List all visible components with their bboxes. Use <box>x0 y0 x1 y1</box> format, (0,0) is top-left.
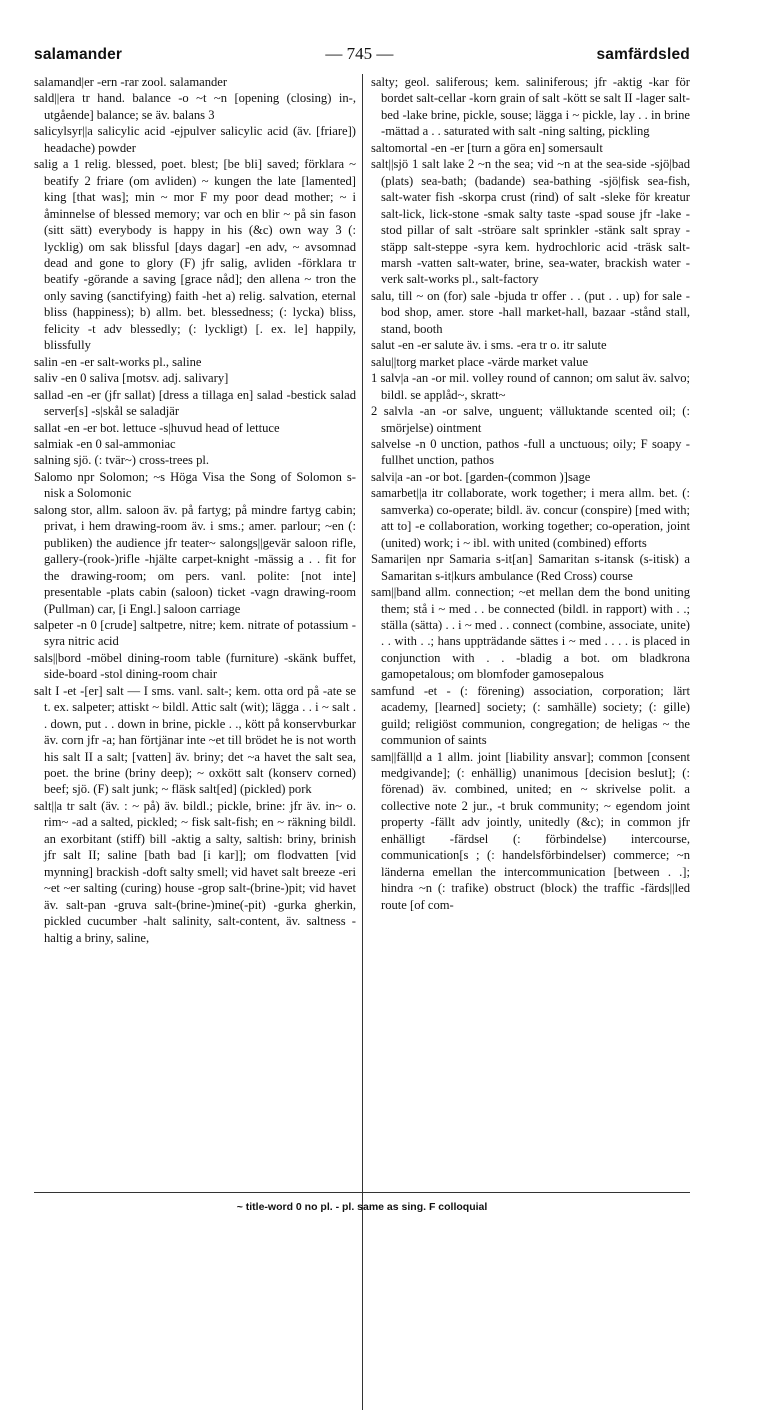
entry-salamander: salamand|er -ern -rar zool. salamander <box>34 75 228 89</box>
entry-salu: salu, till ~ on (for) sale -bjuda tr offer . . (put . . up) for sale -bod shop, amer. store -hall market-hall, bazaar -stånd stall, stand, booth <box>371 288 690 336</box>
entry-saldera: sald||era tr hand. balance -o ~t ~n [opening (closing) in-, utgående] balance; se äv. balans 3 <box>34 91 356 122</box>
entry-sallad: sallad -en -er (jfr sallat) [dress a tillaga en] salad -bestick salad server[s] -s|skål se saladjär <box>34 387 356 419</box>
entry-salsbord: sals||bord -möbel dining-room table (furniture) -skänk buffet, side-board -stol dining-room chair <box>34 650 356 682</box>
entry-salutorg: salu||torg market place -värde market value <box>371 354 589 369</box>
entry-saliv: saliv -en 0 saliva [motsv. adj. salivary] <box>34 371 229 386</box>
left-guide-word: salamander <box>34 46 123 63</box>
page-number: — 745 — <box>325 44 394 63</box>
entry-salva-1: 1 salv|a -an -or mil. volley round of cannon; om salut äv. salvo; bildl. se applåd~, skratt~ <box>371 371 690 402</box>
entry-saltsjo: salt||sjö 1 salt lake 2 ~n the sea; vid ~n at the sea-side -sjö|bad (plats) sea-bath; (badande) sea-bathing -sjö|fisk sea-fish, salt-water fish -skorpa crust (rind) of salt -sleke för kreatur salt-lick, lick-stone -smak salty taste -spad souse jfr -lake -stod pillar of salt -ströare salt sprinkler -stänk salt spray -stäpp salt-steppe -syra kem. hydrochloric acid -träsk salt-marsh -vatten salt-water, brine, sea-water, brackish water -verk salt-works pl., salt-factory <box>371 157 690 287</box>
page-header <box>34 44 690 70</box>
entry-samfund: samfund -et - (: förening) association, corporation; lärt academy, [learned] society; (: samhälle) society; (: gille) guild; religiöst communion, congregation; de heligas ~ the communion of saints <box>371 683 690 748</box>
entry-salty-continued: salty; geol. saliferous; kem. saliniferous; jfr -aktig -kar för bordet salt-cellar -korn grain of salt -kött se salt II -lager salt-bed -lake brine, pickle, souse; lägga i ~ pickle, lay . . in brine -mättad a . . saturated with salt -ning salting, pickling <box>371 75 690 139</box>
entry-salomo: Salomo npr Solomon; ~s Höga Visa the Song of Solomon s-nisk a Solomonic <box>34 469 356 501</box>
entry-salut: salut -en -er salute äv. i sms. -era tr o. itr salute <box>371 338 607 353</box>
entry-samarien: Samari|en npr Samaria s-it[an] Samaritan s-itansk (s-itisk) a Samaritan s-it|kurs ambulance (Red Cross) course <box>371 552 690 583</box>
entry-salta: salt||a tr salt (äv. : ~ på) äv. bildl.; pickle, brine: jfr äv. in~ o. rim~ -ad a salted, pickled; ~ fisk salt-fish; en ~ räkning bildl. an exorbitant (stiff) bill -aktig a salty, saltish: briny, brinish jfr salt II; saline [bath bad [i kar]]; om flodvatten [vid mynning] brackish -doft salty smell; vid havet salt breeze -eri ~et ~er salting (curing) house -grop salt-(brine-)pit; vid havet äv. salt-pan -gruva salt-(brine-)mine(-pit) -gurka gherkin, pickled cucumber -halt salinity, salt-content, äv. saltness -haltig a briny, saline, <box>34 798 356 945</box>
entry-sallat: sallat -en -er bot. lettuce -s|huvud head of lettuce <box>34 420 280 435</box>
entry-salig: salig a 1 relig. blessed, poet. blest; [be bli] saved; förklara ~ beatify 2 friare (om avliden) ~ kungen the late [lamented] king [that was]; min ~ mor F my poor dead mother; ~ i åminnelse of blessed memory; var och en blir ~ på sin fason (sitt sätt) everybody is happy in his (&c) own way 3 (: lycklig) om sak blissful [days dagar] -en adv, ~ avsomnad dead and gone to glory (F) jfr salig, avliden -förklara tr beatify -görande a saving [grace nåd]; den allena ~ tron the only saving (sanctifying) faith -het a) relig. salvation, eternal bliss (happiness); b) allm. bet. blessedness; (: lycka) bliss, felicity -t adv blessedly; (: lyckligt) [. ex. le] happily, blissfully <box>34 157 356 353</box>
entry-samarbeta: samarbet||a itr collaborate, work together; i mera allm. bet. (: samverka) co-operate; bildl. äv. concur (conspire) [med with; att to] -e collaboration, working together; co-operation, joint (united) work; i ~ ibl. with united (combined) efforts <box>371 486 690 550</box>
entry-salt: salt I -et -[er] salt — I sms. vanl. salt-; kem. otta ord på -ate se t. ex. salpeter; attiskt ~ bildl. Attic salt (wit); lägga . . i ~ salt . . down, put . . down in brine, pickle . ., kött på konservburkar äv. corn jfr -a; han förtjänar inte ~et till brödet he is not worth his salt II a salt; [vatten] äv. briny; det ~a havet the salt sea, poet. the brine (briny deep); ~ oxkött salt (konserv corned) beef; sjö. (F) salt junk; ~ fläsk salt[ed] (pickled) pork <box>34 683 356 797</box>
entry-salvelse: salvelse -n 0 unction, pathos -full a unctuous; oily; F soapy -fullhet unction, pathos <box>371 436 690 468</box>
page-footer-legend: ~ title-word 0 no pl. - pl. same as sing. F colloquial <box>34 1192 690 1213</box>
entry-samfalld: sam||fäll|d a 1 allm. joint [liability ansvar]; common [consent medgivande]; (: enhällig) unanimous [decision beslut]; (: förenad) äv. combined, united; en ~ skrivelse polit. a collective note 2 jur., -t bruk community; ~ egendom joint property -fällt adv jointly, unitedly (&c); in common jfr enhälligt -färdsel (: förbindelse) intercourse, communication[s ; (: handelsförbindelser) commerce; ~n länderna emellan the intercommunication [between . .]; hindra ~n (: trafike) obstruct (block) the traffic -färds||led route [of com- <box>371 749 690 912</box>
entry-salin: salin -en -er salt-works pl., saline <box>34 354 202 369</box>
right-guide-word: samfärdsled <box>596 46 690 63</box>
entry-salong: salong stor, allm. saloon äv. på fartyg; på mindre fartyg cabin; privat, i hem drawing-room äv. i sms.; amer. parlour; ~en (: publiken) the audience jfr teater~ salongs||gevär saloon rifle, gallery-(rook-)rifle -hjälte carpet-knight -mässig a . . fit for the drawing-room; om pers. vanl. polite: [not inte] presentable -plats cabin (saloon) ticket -vagn drawing-room (Pullman) car, [i Engl.] saloon carriage <box>34 502 356 616</box>
entry-samband: sam||band allm. connection; ~et mellan dem the bond uniting them; stå i ~ med . . be connected (bildl. in rapport) with . .; ställa (sätta) . . i ~ med . . connect (combine, associate, unite) . . with . .; hans uppträdande sättes i ~ med . . . . is placed in conjunction with . . -bladig a bot. om bladkrona gamopetalous; om blomfoder gamosepalous <box>371 585 690 682</box>
entry-salicylsyra: salicylsyr||a salicylic acid -ejpulver salicylic acid (äv. [friare]) headache) powder <box>34 124 356 155</box>
entry-salva-2: 2 salvla -an -or salve, unguent; välluktande scented oil; (: smörjelse) ointment <box>371 404 690 435</box>
entry-salpeter: salpeter -n 0 [crude] saltpetre, nitre; kem. nitrate of potassium -syra nitric acid <box>34 617 356 649</box>
entry-salvia: salvi|a -an -or bot. [garden-(common )]sage <box>371 469 591 484</box>
entry-salmiak: salmiak -en 0 sal-ammoniac <box>34 436 176 451</box>
entry-saltomortal: saltomortal -en -er [turn a göra en] somersault <box>371 140 603 155</box>
entry-salning: salning sjö. (: tvär~) cross-trees pl. <box>34 453 210 468</box>
